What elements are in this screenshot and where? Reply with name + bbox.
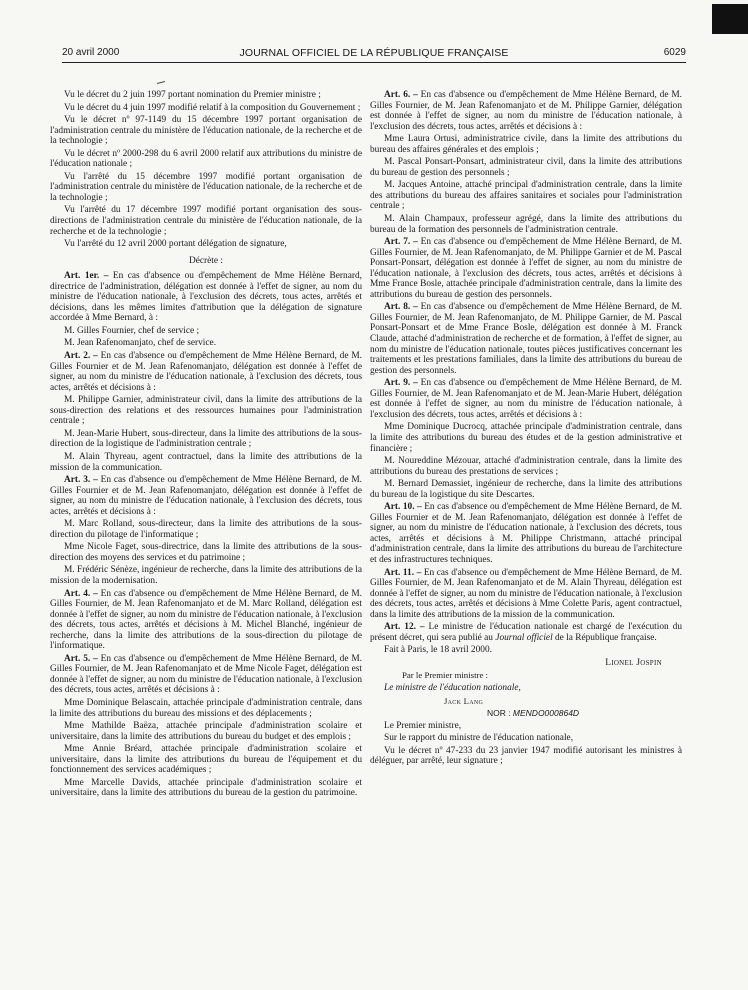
article-paragraph: Art. 7. – En cas d'absence ou d'empêchement de Mme Hélène Bernard, de M. Gilles Fournier, de M. Jean Rafenomanjato, de M. Philippe Garnier et de M. Pascal Ponsart-Ponsart, délégation est donnée à l'effet de signer, au nom du ministre de l'éducation nationale, à l'exclusion des décrets, tous actes, arrêtés et décisions à Mme France Bosle, attachée principale d'administration centrale, dans la limite des attributions du bureau de gestion des personnels. xyxy=(370,237,683,300)
paragraph: M. Jean Rafenomanjato, chef de service. xyxy=(64,338,217,349)
paragraph: M. Gilles Fournier, chef de service ; xyxy=(64,325,200,336)
article-paragraph: Art. 8. – En cas d'absence ou d'empêchement de Mme Hélène Bernard, de M. Gilles Fournier, de M. Jean Rafenomanjato, de M. Philippe Garnier, de M. Pascal Ponsart-Ponsart et de Mme France Bosle, délégation est donnée à M. Franck Claude, attaché d'administration de recherche et de formation, à l'effet de signer, au nom du ministre de l'éducation nationale, toutes pièces justificatives concernant les traitements et les prestations familiales, dans la limite des attributions du bureau de gestion des personnels. xyxy=(370,302,683,376)
paragraph: Mme Annie Bréard, attachée principale d'administration scolaire et universitaire, dans la limite des attributions du bureau de l'équipement et du fonctionnement des services académiques ; xyxy=(50,744,362,776)
page-header xyxy=(62,44,686,62)
paragraph: Vu le décret nº 2000-298 du 6 avril 2000 relatif aux attributions du ministre de l'éducation nationale ; xyxy=(50,148,362,170)
paragraph: Vu le décret du 4 juin 1997 modifié relatif à la composition du Gouvernement ; xyxy=(64,102,361,113)
paragraph: Mme Mathilde Baëza, attachée principale d'administration scolaire et universitaire, dans la limite des attributions du bureau du budget et des emplois ; xyxy=(50,721,362,742)
signatory-title: Le ministre de l'éducation nationale, xyxy=(384,682,521,693)
signature-name: Lionel Jospin xyxy=(605,657,662,668)
paragraph: Mme Laura Ortusi, administratrice civile, dans la limite des attributions du bureau des affaires générales et des emplois ; xyxy=(370,134,682,155)
paragraph: Fait à Paris, le 18 avril 2000. xyxy=(384,645,492,656)
article-paragraph: Art. 12. – Le ministre de l'éducation nationale est chargé de l'exécution du présent décret, qui sera publié au Journal officiel de la République française. xyxy=(370,622,682,643)
header-page-number: 6029 xyxy=(663,47,686,58)
paragraph: M. Frédéric Sénèze, ingénieur de recherche, dans la limite des attributions de la mission de la modernisation. xyxy=(50,565,362,586)
signature-intro: Par le Premier ministre : xyxy=(402,670,488,681)
header-title: JOURNAL OFFICIEL DE LA RÉPUBLIQUE FRANÇAISE xyxy=(239,47,509,59)
paragraph: M. Bernard Demassiet, ingénieur de recherche, dans la limite des attributions du bureau de la logistique du site Descartes. xyxy=(370,479,682,500)
article-number: Art. 5. – xyxy=(64,653,98,664)
italic-text: Journal officiel xyxy=(495,632,553,643)
paragraph: M. Jacques Antoine, attaché principal d'administration centrale, dans la limite des attributions du bureau des affaires sanitaires et sociales pour l'administration centrale ; xyxy=(370,180,682,212)
signatory-name: Jack Lang xyxy=(444,695,484,706)
article-number: Art. 4. – xyxy=(64,588,98,599)
nor-reference xyxy=(370,708,682,719)
paragraph: M. Jean-Marie Hubert, sous-directeur, dans la limite des attributions de la sous-direction de la logistique de l'administration centrale ; xyxy=(50,428,362,450)
article-paragraph: Art. 10. – En cas d'absence ou d'empêchement de Mme Hélène Bernard, de M. Gilles Fournier et de M. Jean Rafenomanjato, délégation est donnée à l'effet de signer, au nom du ministre de l'éducation nationale, à l'exclusion des décrets, tous actes, arrêtés et décisions à M. Philippe Christmann, attaché principal d'administration centrale, dans la limite des attributions du bureau de l'architecture et des infrastructures techniques. xyxy=(370,502,683,565)
paragraph: Vu le décret du 2 juin 1997 portant nomination du Premier ministre ; xyxy=(64,90,321,100)
article-number: Art. 8. – xyxy=(384,302,418,313)
paragraph: Vu le décret nº 47-233 du 23 janvier 1947 modifié autorisant les ministres à déléguer, par arrêté, leur signature ; xyxy=(370,745,682,767)
paragraph: M. Philippe Garnier, administrateur civil, dans la limite des attributions de la sous-direction des relations et des ressources humaines pour l'administration centrale ; xyxy=(50,395,362,427)
article-paragraph: Art. 11. – En cas d'absence ou d'empêchement de Mme Hélène Bernard, de M. Gilles Fournier, de M. Jean Rafenomanjato et de M. Alain Thyreau, délégation est donnée à l'effet de signer, au nom du ministre de l'éducation nationale, à l'exclusion des décrets, tous actes, arrêtés et décisions à Mme Colette Paris, agent contractuel, dans la limite des attributions de la mission de la communication. xyxy=(370,567,682,620)
paragraph: Sur le rapport du ministre de l'éducation nationale, xyxy=(384,733,574,744)
article-paragraph: Art. 1er. – En cas d'absence ou d'empêchement de Mme Hélène Bernard, directrice de l'administration, délégation est donnée à l'effet de signer, au nom du ministre de l'éducation nationale, à l'exclusion des décrets, tous actes, arrêtés et décisions, dans les mêmes limites d'attribution que la délégation de signature accordée à Mme Bernard, à : xyxy=(50,271,362,324)
paragraph: M. Noureddine Mézouar, attaché d'administration centrale, dans la limite des attributions du bureau des prestations de services ; xyxy=(370,456,682,477)
article-number: Art. 6. – xyxy=(384,90,418,100)
paragraph: Mme Dominique Ducrocq, attachée principale d'administration centrale, dans la limite des attributions du bureau des études et de la gestion administrative et financière ; xyxy=(370,422,682,454)
paragraph: M. Pascal Ponsart-Ponsart, administrateur civil, dans la limite des attributions du bureau de gestion des personnels ; xyxy=(370,157,682,178)
paragraph: M. Marc Rolland, sous-directeur, dans la limite des attributions de la sous-direction du pilotage de l'informatique ; xyxy=(50,519,362,540)
right-column xyxy=(370,90,682,769)
margin-mark xyxy=(157,81,165,84)
decree-heading: Décrète : xyxy=(189,255,223,266)
paragraph: Le Premier ministre, xyxy=(384,720,462,731)
nor-label: NOR : xyxy=(486,708,513,719)
edge-tab-marker xyxy=(712,4,748,34)
paragraph: M. Alain Thyreau, agent contractuel, dans la limite des attributions de la mission de la communication. xyxy=(50,451,362,473)
article-number: Art. 11. – xyxy=(384,567,422,578)
article-paragraph: Art. 6. – En cas d'absence ou d'empêchement de Mme Hélène Bernard, de M. Gilles Fournier, de M. Jean Rafenomanjato et de M. Philippe Garnier, délégation est donnée à l'effet de signer, au nom du ministre de l'éducation nationale, à l'exclusion des décrets, tous actes, arrêtés et décisions à : xyxy=(370,90,683,132)
header-date: 20 avril 2000 xyxy=(62,47,120,58)
article-number: Art. 9. – xyxy=(384,378,418,389)
article-number: Art. 10. – xyxy=(384,502,422,513)
article-paragraph: Art. 3. – En cas d'absence ou d'empêchement de Mme Hélène Bernard, de M. Gilles Fournier et de M. Jean Rafenomanjato, délégation est donnée à l'effet de signer, au nom du ministre de l'éducation nationale, à l'exclusion des décrets, tous actes, arrêtés et décisions à : xyxy=(50,475,363,517)
article-number: Art. 1er. – xyxy=(64,271,109,282)
article-number: Art. 7. – xyxy=(384,237,418,248)
paragraph: Vu le décret nº 97-1149 du 15 décembre 1997 portant organisation de l'administration centrale du ministère de l'éducation nationale, de la recherche et de la technologie ; xyxy=(50,115,362,147)
nor-code: MENDO000864D xyxy=(512,708,580,719)
article-number: Art. 3. – xyxy=(64,475,98,486)
paragraph: M. Alain Champaux, professeur agrégé, dans la limite des attributions du bureau de la formation des personnels de l'administration centrale. xyxy=(370,214,682,235)
paragraph: Vu l'arrêté du 15 décembre 1997 modifié portant organisation de l'administration centrale du ministère de l'éducation nationale, de la recherche et de la technologie ; xyxy=(50,171,362,203)
paragraph: Mme Marcelle Davids, attachée principale d'administration scolaire et universitaire, dans la limite des attributions du bureau de la gestion du patrimoine. xyxy=(50,777,362,799)
paragraph: Vu l'arrêté du 17 décembre 1997 modifié portant organisation des sous-directions de l'administration centrale du ministère de l'éducation nationale, de la recherche et de la technologie ; xyxy=(50,205,362,237)
article-paragraph: Art. 4. – En cas d'absence ou d'empêchement de Mme Hélène Bernard, de M. Gilles Fournier, de M. Jean Rafenomanjato et de M. Marc Rolland, délégation est donnée à l'effet de signer, au nom du ministre de l'éducation nationale, à l'exclusion des décrets, tous actes, arrêtés et décisions à M. Michel Blanché, ingénieur de recherche, dans la limite des attributions de la sous-direction du pilotage de l'informatique. xyxy=(50,588,363,652)
left-column xyxy=(50,90,362,801)
article-paragraph: Art. 9. – En cas d'absence ou d'empêchement de Mme Hélène Bernard, de M. Gilles Fournier, de M. Jean Rafenomanjato et de M. Jean-Marie Hubert, délégation est donnée à l'effet de signer, au nom du ministre de l'éducation nationale, à l'exclusion des décrets, tous actes, arrêtés et décisions à : xyxy=(370,378,683,420)
paragraph: Vu l'arrêté du 12 avril 2000 portant délégation de signature, xyxy=(64,239,287,250)
article-paragraph: Art. 2. – En cas d'absence ou d'empêchement de Mme Hélène Bernard, de M. Gilles Fournier et de M. Jean Rafenomanjato, délégation est donnée à l'effet de signer, au nom du ministre de l'éducation nationale, à l'exclusion des décrets, tous actes, arrêtés et décisions à : xyxy=(50,351,363,393)
header-rule xyxy=(62,62,686,63)
paragraph: Mme Nicole Faget, sous-directrice, dans la limite des attributions de la sous-direction des moyens des services et du patrimoine ; xyxy=(50,542,362,563)
article-number: Art. 12. – xyxy=(384,622,425,633)
paragraph: Mme Dominique Belascain, attachée principale d'administration centrale, dans la limite des attributions du bureau des missions et des déplacements ; xyxy=(50,697,362,719)
article-paragraph: Art. 5. – En cas d'absence ou d'empêchement de Mme Hélène Bernard, de M. Gilles Fournier, de M. Jean Rafenomanjato et de Mme Nicole Faget, délégation est donnée à l'effet de signer, au nom du ministre de l'éducation nationale, à l'exclusion des décrets, tous actes, arrêtés et décisions à : xyxy=(50,653,363,696)
article-number: Art. 2. – xyxy=(64,351,98,362)
